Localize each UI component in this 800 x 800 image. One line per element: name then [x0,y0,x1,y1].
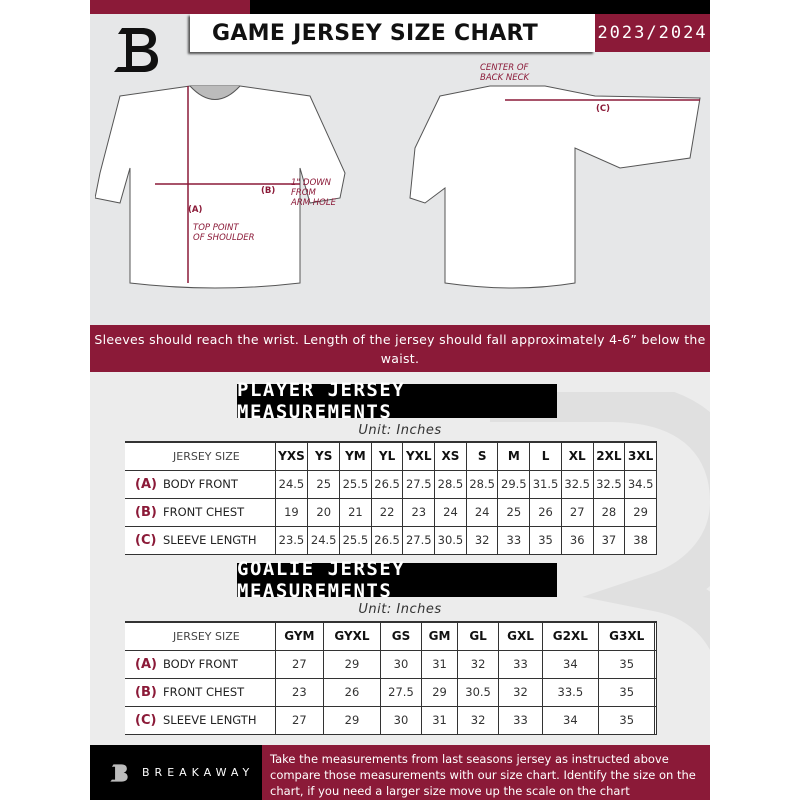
table-cell: 25.5 [340,526,372,554]
player-section-title: PLAYER JERSEY MEASUREMENTS [237,384,557,418]
player-unit: Unit: Inches [358,423,442,438]
measure-letter: (B) [135,504,157,520]
measure-name: BODY FRONT [163,476,238,491]
player-size-table [125,441,657,555]
table-row [125,470,657,498]
table-cell: 31 [422,650,458,678]
measure-name: FRONT CHEST [163,684,245,699]
table-cell: 19 [275,498,308,526]
table-cell [655,650,657,678]
table-cell: 31 [422,706,458,734]
table-cell: 32 [457,650,499,678]
size-header: 3XL [625,442,657,470]
label-c: (C) [596,104,611,114]
table-cell: 24 [466,498,498,526]
table-cell: 23 [403,498,435,526]
table-cell: 30 [380,706,422,734]
measure-letter: (A) [135,476,157,492]
table-cell: 27 [275,650,324,678]
table-row [125,650,657,678]
table-cell: 27.5 [403,526,435,554]
size-header: YXL [403,442,435,470]
size-header: GXL [499,622,542,650]
label-b: (B) [261,186,276,196]
table-row [125,498,657,526]
page-title: GAME JERSEY SIZE CHART [190,14,595,52]
size-header: GL [457,622,499,650]
table-cell: 26.5 [371,526,403,554]
table-cell: 35 [599,650,655,678]
measure-letter: (B) [135,684,157,700]
table-cell: 23.5 [275,526,308,554]
size-header: YXS [275,442,308,470]
size-header: L [530,442,562,470]
table-cell: 30.5 [457,678,499,706]
row-label [125,498,275,526]
size-header: GYM [275,622,324,650]
goalie-unit: Unit: Inches [358,602,442,617]
measure-letter: (C) [135,712,157,728]
table-cell: 25 [498,498,530,526]
table-cell: 24 [435,498,467,526]
table-cell: 33 [499,650,542,678]
measure-letter: (A) [135,656,157,672]
table-cell: 38 [625,526,657,554]
table-cell: 29 [625,498,657,526]
header-row [125,442,657,470]
table-cell: 24.5 [308,526,340,554]
header-row [125,622,657,650]
table-cell: 24.5 [275,470,308,498]
row-label [125,526,275,554]
table-cell: 32.5 [593,470,625,498]
table-cell: 30.5 [435,526,467,554]
table-cell: 36 [561,526,593,554]
table-cell: 26 [530,498,562,526]
table-cell: 29 [324,650,380,678]
size-header: XL [561,442,593,470]
table-cell: 33.5 [542,678,598,706]
table-cell: 29 [422,678,458,706]
label-a-desc: TOP POINT OF SHOULDER [193,223,255,243]
brand-name: BREAKAWAY [142,766,255,779]
size-header: S [466,442,498,470]
table-cell: 35 [599,706,655,734]
table-cell [655,678,657,706]
table-cell: 29 [324,706,380,734]
table-cell: 23 [275,678,324,706]
jersey-back [410,86,700,288]
goalie-section-title: GOALIE JERSEY MEASUREMENTS [237,563,557,597]
size-header: GM [422,622,458,650]
table-cell: 28.5 [466,470,498,498]
row-label [125,650,275,678]
table-cell: 26 [324,678,380,706]
size-label: JERSEY SIZE [125,442,275,470]
table-cell: 32 [499,678,542,706]
table-cell: 27 [561,498,593,526]
table-cell: 27 [275,706,324,734]
table-cell: 31.5 [530,470,562,498]
table-row [125,678,657,706]
label-a: (A) [188,205,203,215]
table-cell: 29.5 [498,470,530,498]
table-cell: 26.5 [371,470,403,498]
table-cell: 30 [380,650,422,678]
row-label [125,470,275,498]
table-cell: 27.5 [403,470,435,498]
jersey-diagrams [95,78,715,298]
size-header: G3XL [599,622,655,650]
footer-brand [90,745,262,800]
size-label: JERSEY SIZE [125,622,275,650]
breakaway-logo [108,22,164,78]
table-cell: 25 [308,470,340,498]
table-cell: 34.5 [625,470,657,498]
table-cell: 34 [542,650,598,678]
table-cell: 37 [593,526,625,554]
size-header: XS [435,442,467,470]
size-header: GYXL [324,622,380,650]
season-badge: 2023/2024 [595,14,710,52]
size-header: 2XL [593,442,625,470]
top-black-bar [250,0,710,14]
row-label [125,678,275,706]
goalie-size-table [125,621,657,735]
size-header: YS [308,442,340,470]
size-header: YL [371,442,403,470]
table-cell: 35 [599,678,655,706]
size-header: G2XL [542,622,598,650]
measure-name: BODY FRONT [163,656,238,671]
table-cell: 33 [499,706,542,734]
table-cell: 32.5 [561,470,593,498]
measure-name: SLEEVE LENGTH [163,532,257,547]
measure-letter: (C) [135,532,157,548]
footer-instructions: Take the measurements from last seasons jersey as instructed above compare those measurements with our size chart. Identify the size on the chart, if you need a larger size move up the scale on the chart [262,745,710,800]
table-cell: 35 [530,526,562,554]
table-cell: 25.5 [340,470,372,498]
top-accent-bar [90,0,250,14]
table-cell: 34 [542,706,598,734]
instructions-banner: Sleeves should reach the wrist. Length of the jersey should fall approximately 4-6” below the waist. [90,325,710,372]
table-cell: 32 [457,706,499,734]
size-header [655,622,657,650]
table-cell: 28.5 [435,470,467,498]
table-cell: 22 [371,498,403,526]
label-b-desc: 1" DOWN FROM ARM HOLE [291,178,336,208]
size-header: YM [340,442,372,470]
table-cell: 20 [308,498,340,526]
size-header: M [498,442,530,470]
measure-name: SLEEVE LENGTH [163,712,257,727]
table-cell: 28 [593,498,625,526]
table-cell: 32 [466,526,498,554]
table-cell: 33 [498,526,530,554]
table-cell: 27.5 [380,678,422,706]
table-cell: 21 [340,498,372,526]
row-label [125,706,275,734]
size-header: GS [380,622,422,650]
table-row [125,526,657,554]
label-neck-desc: CENTER OF BACK NECK [480,63,530,83]
table-cell [655,706,657,734]
breakaway-logo-small [108,760,130,786]
table-row [125,706,657,734]
measure-name: FRONT CHEST [163,504,245,519]
